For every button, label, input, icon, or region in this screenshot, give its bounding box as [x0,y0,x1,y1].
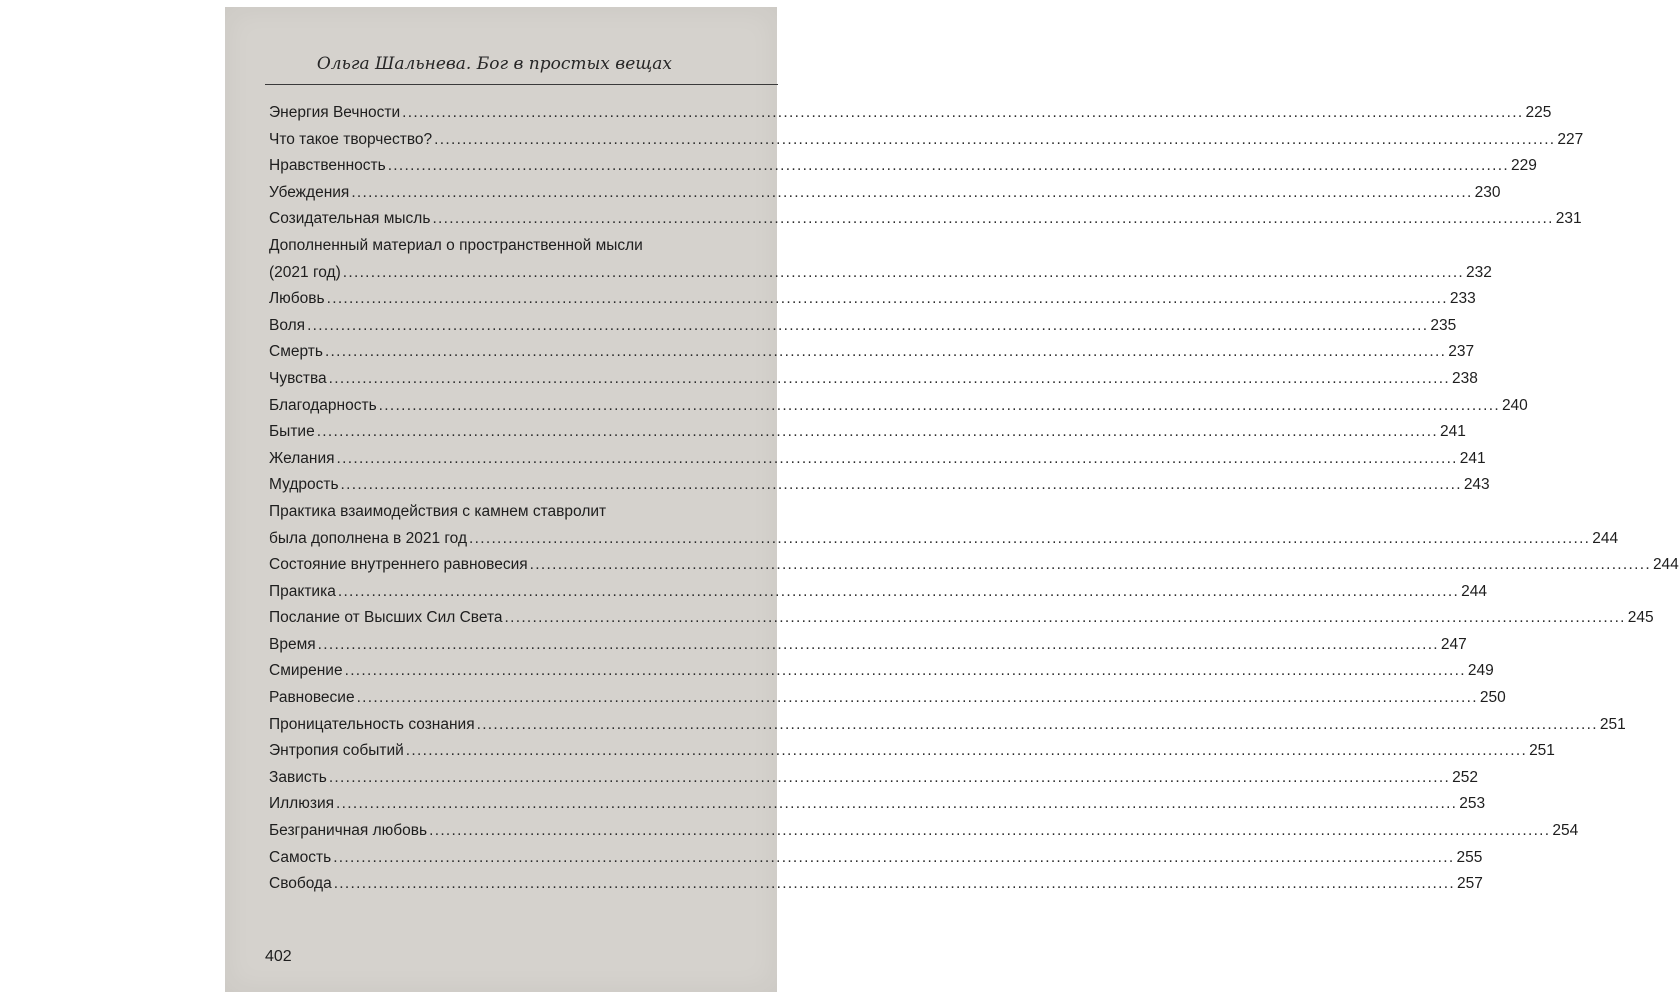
toc-dot-leader: ........................................................................................................................................................................................................ [307,316,1429,334]
toc-dot-leader: ........................................................................................................................................................................................................ [326,290,1448,308]
toc-dot-leader: ........................................................................................................................................................................................................ [342,263,1465,281]
toc-entry-page: 245 [1627,609,1654,627]
toc-entry [269,791,1486,818]
toc-entry-title: Что такое творчество? [269,130,433,148]
toc-entry-page: 255 [1456,848,1483,866]
toc-dot-leader: ........................................................................................................................................................................................................ [328,369,1450,387]
toc-entry-title: Практика взаимодействия с камнем ставролит [269,502,607,520]
toc-entry [269,658,1494,685]
toc-entry-title: Нравственность [269,157,386,175]
toc-entry-page: 243 [1463,476,1490,494]
toc-entry [269,871,1483,898]
toc-entry-page: 231 [1555,210,1582,228]
toc-dot-leader: ........................................................................................................................................................................................................ [405,742,1528,760]
toc-entry [269,206,1582,233]
toc-entry-page: 230 [1474,183,1501,201]
toc-entry [269,339,1475,366]
toc-entry [269,313,1457,340]
toc-entry-title: Самость [269,848,332,866]
toc-dot-leader: ........................................................................................................................................................................................................ [432,210,1554,228]
toc-dot-leader: ........................................................................................................................................................................................................ [333,875,1455,893]
toc-entry [269,446,1486,473]
toc-dot-leader: ........................................................................................................................................................................................................ [340,476,1462,494]
toc-dot-leader: ........................................................................................................................................................................................................ [378,396,1500,414]
toc-entry-page: 241 [1459,449,1486,467]
toc-entry-page: 240 [1501,396,1528,414]
toc-entry-title: (2021 год) [269,263,341,281]
toc-dot-leader: ........................................................................................................................................................................................................ [402,104,1524,121]
toc-dot-leader: ........................................................................................................................................................................................................ [504,609,1626,627]
toc-dot-leader: ........................................................................................................................................................................................................ [317,635,1439,653]
toc-entry-page: 232 [1466,263,1492,281]
toc-entry [269,818,1579,845]
toc-dot-leader: ........................................................................................................................................................................................................ [336,449,1458,467]
toc-entry-title: Бытие [269,423,315,441]
toc-entry-page: 244 [1592,529,1619,547]
toc-entry-page: 251 [1529,742,1555,760]
toc-entry [269,260,1492,287]
toc-entry-title: Иллюзия [269,795,335,813]
toc-dot-leader: ........................................................................................................................................................................................................ [351,183,1473,201]
toc-entry-title: Убеждения [269,183,350,201]
toc-entry-title: Желания [269,449,335,467]
toc-entry-page: 253 [1459,795,1486,813]
toc-entry [269,393,1528,420]
toc-entry-page: 235 [1430,316,1457,334]
toc-entry [269,499,754,526]
toc-entry-page: 247 [1440,635,1467,653]
toc-entry [269,632,1467,659]
toc-entry-title: Практика [269,582,336,600]
toc-entry-title: Энергия Вечности [269,104,401,121]
toc-entry [269,685,1506,712]
running-header: Ольга Шальнева. Бог в простых вещах [316,54,672,74]
toc-dot-leader: ........................................................................................................................................................................................................ [316,423,1438,441]
toc-dot-leader: ........................................................................................................................................................................................................ [344,662,1466,680]
toc-entry [269,153,1537,180]
toc-entry [269,845,1483,872]
toc-entry-title: была дополнена в 2021 год [269,529,468,547]
toc-entry-title: Время [269,635,316,653]
toc-entry [269,472,1490,499]
toc-entry-title: Чувства [269,369,327,387]
toc-entry-page: 251 [1599,715,1626,733]
toc-entry [269,233,754,260]
toc-entry [269,366,1478,393]
toc-entry-title: Энтропия событий [269,742,404,760]
toc-entry-page: 257 [1456,875,1483,893]
toc-entry [269,526,1619,553]
toc-dot-leader: ........................................................................................................................................................................................................ [434,130,1556,148]
toc-entry [269,180,1501,207]
toc-entry [269,579,1487,606]
book-page [225,7,1679,992]
toc-entry-page: 237 [1448,343,1475,361]
toc-dot-leader: ........................................................................................................................................................................................................ [469,529,1591,547]
toc-dot-leader: ........................................................................................................................................................................................................ [333,848,1455,866]
toc-entry-title: Мудрость [269,476,339,494]
toc-dot-leader: ........................................................................................................................................................................................................ [336,795,1458,813]
toc-entry-title: Любовь [269,290,325,308]
toc-dot-leader: ........................................................................................................................................................................................................ [337,582,1460,600]
toc-entry-title: Смирение [269,662,343,680]
toc-entry-page: 252 [1452,768,1478,786]
page-number: 402 [265,948,292,965]
toc-entry-title: Воля [269,316,306,334]
toc-entry [269,127,1584,154]
toc-entry-page: 244 [1461,582,1487,600]
toc-entry [269,712,1626,739]
table-of-contents [269,100,1679,898]
toc-dot-leader: ........................................................................................................................................................................................................ [328,768,1451,786]
toc-entry-title: Благодарность [269,396,377,414]
toc-dot-leader: ........................................................................................................................................................................................................ [387,157,1509,175]
toc-entry-title: Дополненный материал о пространственной мысли [269,236,643,254]
toc-entry-title: Состояние внутреннего равновесия [269,556,528,574]
toc-entry-title: Смерть [269,343,323,361]
toc-entry-page: 233 [1449,290,1476,308]
toc-entry-title: Послание от Высших Сил Света [269,609,503,627]
toc-dot-leader: ........................................................................................................................................................................................................ [324,343,1447,361]
toc-entry [269,100,1552,127]
toc-entry-page: 227 [1557,130,1584,148]
toc-entry [269,552,1679,579]
header-rule [265,84,778,85]
toc-entry-page: 254 [1552,822,1579,840]
toc-entry-title: Безграничная любовь [269,822,428,840]
toc-entry-page: 244 [1652,556,1679,574]
toc-entry-page: 250 [1479,689,1506,707]
toc-entry-page: 225 [1525,104,1552,121]
toc-entry-page: 238 [1451,369,1478,387]
toc-entry-title: Свобода [269,875,332,893]
toc-entry [269,738,1555,765]
toc-entry [269,765,1478,792]
toc-entry-title: Равновесие [269,689,355,707]
toc-entry-page: 241 [1439,423,1466,441]
toc-entry [269,605,1654,632]
toc-dot-leader: ........................................................................................................................................................................................................ [356,689,1478,707]
toc-entry [269,419,1466,446]
toc-entry-title: Созидательная мысль [269,210,431,228]
toc-entry-title: Проницательность сознания [269,715,475,733]
toc-dot-leader: ........................................................................................................................................................................................................ [429,822,1551,840]
toc-dot-leader: ........................................................................................................................................................................................................ [529,556,1651,574]
toc-entry [269,286,1476,313]
toc-entry-title: Зависть [269,768,327,786]
toc-entry-page: 229 [1510,157,1537,175]
toc-entry-page: 249 [1467,662,1494,680]
toc-dot-leader: ........................................................................................................................................................................................................ [476,715,1598,733]
